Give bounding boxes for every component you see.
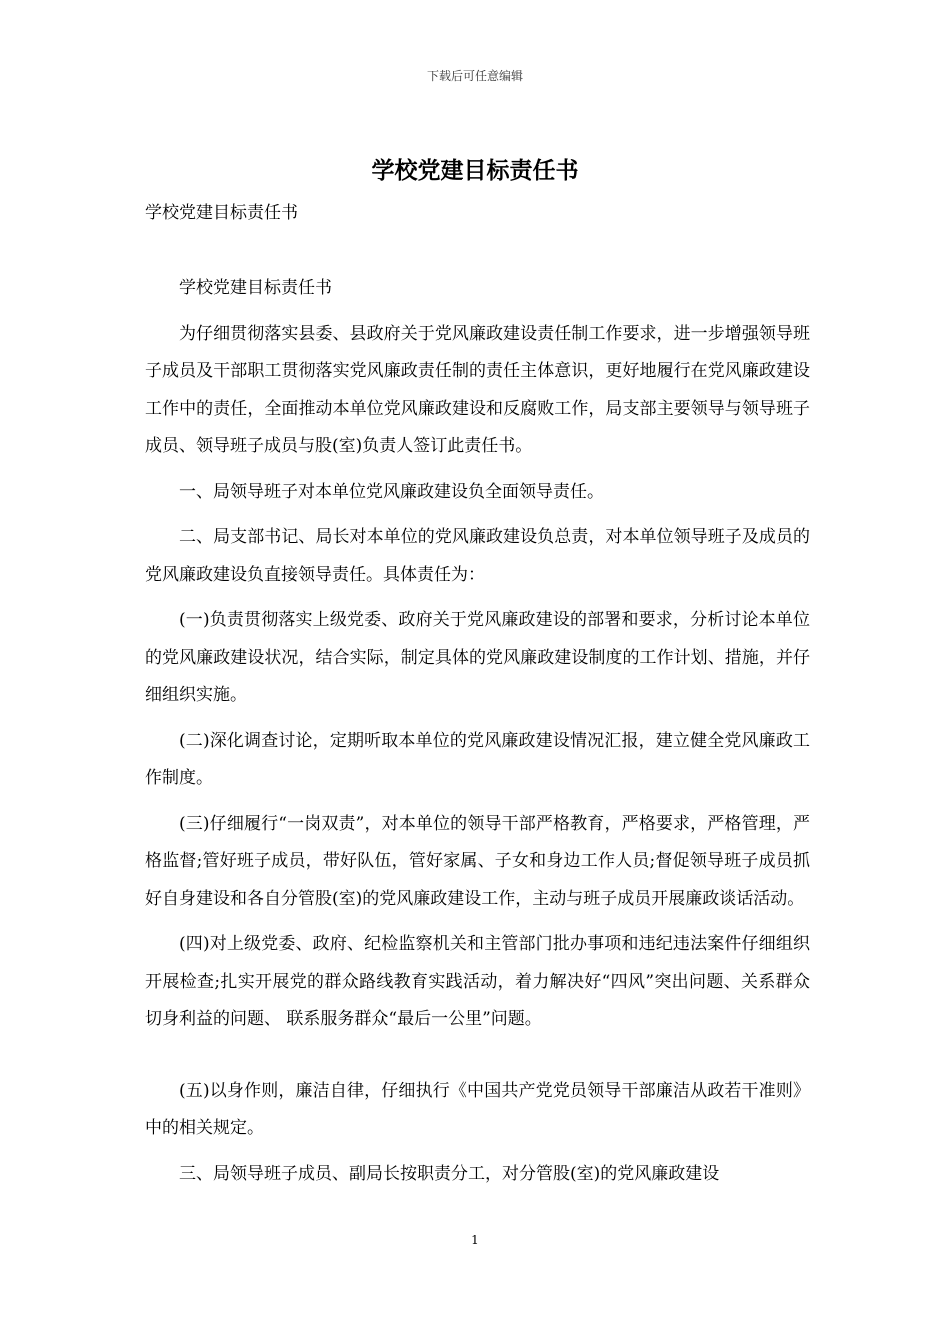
document-title: 学校党建目标责任书 [371, 157, 579, 184]
paragraph-section-3: 三、局领导班子成员、副局长按职责分工，对分管股(室)的党风廉政建设 [179, 1163, 720, 1184]
paragraph-section-1: 一、局领导班子对本单位党风廉政建设负全面领导责任。 [179, 481, 604, 502]
paragraph-item-3: (三)仔细履行“一岗双责”，对本单位的领导干部严格教育，严格要求，严格管理，严格监督;管好班子成员，带好队伍，管好家属、子女和身边工作人员;督促领导班子成员抓好自身建设和各自分管股(室)的党风廉政建设工作，主动与班子成员开展廉政谈话活动。 [145, 813, 810, 909]
paragraph-item-4: (四)对上级党委、政府、纪检监察机关和主管部门批办事项和违纪违法案件仔细组织开展检查;扎实开展党的群众路线教育实践活动，着力解决好“四风”突出问题、关系群众切身利益的问题、 联系服务群众“最后一公里”问题。 [145, 934, 810, 1029]
header-note: 下载后可任意编辑 [426, 69, 523, 83]
paragraph-item-2: (二)深化调查讨论，定期听取本单位的党风廉政建设情况汇报，建立健全党风廉政工作制度。 [145, 730, 810, 788]
paragraph-heading: 学校党建目标责任书 [179, 278, 332, 298]
paragraph-item-1: (一)负责贯彻落实上级党委、政府关于党风廉政建设的部署和要求，分析讨论本单位的党风廉政建设状况，结合实际，制定具体的党风廉政建设制度的工作计划、措施，并仔细组织实施。 [145, 610, 810, 705]
paragraph-section-2: 二、局支部书记、局长对本单位的党风廉政建设负总责，对本单位领导班子及成员的党风廉政建设负直接领导责任。具体责任为： [145, 527, 810, 585]
paragraph-intro: 为仔细贯彻落实县委、县政府关于党风廉政建设责任制工作要求，进一步增强领导班子成员及干部职工贯彻落实党风廉政责任制的责任主体意识，更好地履行在党风廉政建设工作中的责任，全面推动本单位党风廉政建设和反腐败工作，局支部主要领导与领导班子成员、领导班子成员与股(室)负责人签订此责任书。 [145, 323, 810, 456]
document-subtitle: 学校党建目标责任书 [145, 203, 298, 223]
paragraph-item-5: (五)以身作则，廉洁自律，仔细执行《中国共产党党员领导干部廉洁从政若干准则》中的相关规定。 [145, 1080, 810, 1138]
document-body [145, 270, 810, 1201]
page-number: 1 [471, 1233, 479, 1247]
